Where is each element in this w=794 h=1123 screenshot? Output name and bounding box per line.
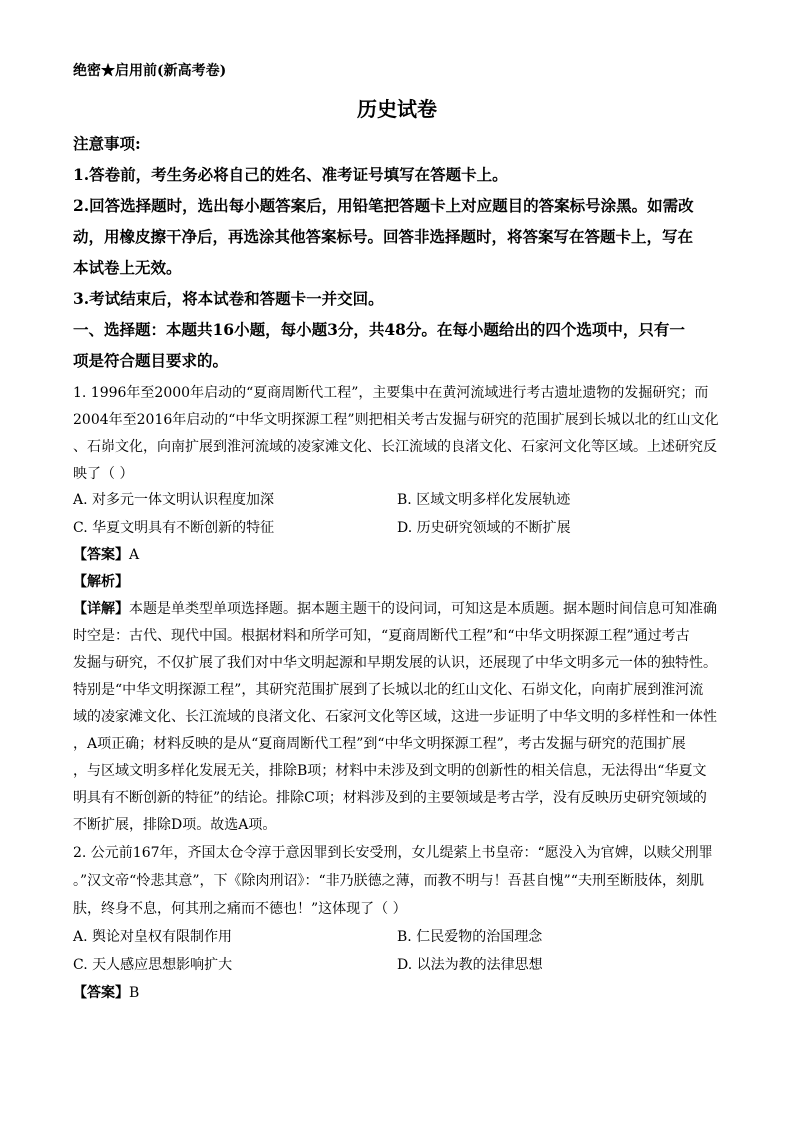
analysis-tag: 【解析】 [73,574,129,590]
answer-tag: 【答案】 [73,985,129,1001]
q2-answer-row [73,983,139,1003]
q1-option-c: C. 华夏文明具有不断创新的特征 [73,520,275,536]
page-title: 历史试卷 [357,97,437,121]
q1-stem-line-3: 、石峁文化，向南扩展到淮河流域的凌家滩文化、长江流域的良渚文化、石家河文化等区域。上述研究反 [73,439,717,455]
q2-stem-line-3: 肤，终身不息，何其刑之痛而不德也！”这体现了（ ） [73,901,407,917]
q1-stem-line-1: 1. 1996年至2000年启动的“夏商周断代工程”，主要集中在黄河流域进行考古遗址遗物的发掘研究；而 [73,385,709,401]
q1-detail-line-8: 明具有不断创新的特征”的结论。排除C项；材料涉及到的主要领域是考古学，没有反映历史研究领域的 [73,790,707,806]
q2-option-a: A. 舆论对皇权有限制作用 [73,929,233,945]
detail-tag: 【详解】 [73,601,129,617]
q2-stem-line-2: 。”汉文帝“怜悲其意”，下《除肉刑诏》：“非乃朕德之薄，而教不明与！吾甚自愧”“夫刑至断肢体，刻肌 [73,873,704,889]
q1-detail-line-7: ，与区域文明多样化发展无关，排除B项；材料中未涉及到文明的创新性的相关信息，无法得出“华夏文 [73,763,707,779]
section-heading-line-2: 项是符合题目要求的。 [73,351,229,370]
q2-option-b: B. 仁民爱物的治国理念 [397,929,543,945]
q2-option-c: C. 天人感应思想影响扩大 [73,957,233,973]
q2-option-d: D. 以法为教的法律思想 [397,957,543,973]
q1-detail-line-1 [73,599,717,619]
q1-detail-line-6: ，A项正确；材料反映的是从“夏商周断代工程”到“中华文明探源工程”，考古发掘与研究的范围扩展 [73,736,686,752]
confidential-mark: 绝密★启用前(新高考卷) [73,63,227,79]
q1-option-b: B. 区域文明多样化发展轨迹 [397,492,571,508]
q1-detail-line-9: 不断扩展，排除D项。故选A项。 [73,817,277,833]
q1-option-d: D. 历史研究领域的不断扩展 [397,520,571,536]
q1-option-a: A. 对多元一体文明认识程度加深 [73,492,275,508]
q1-answer-value: A [129,547,140,563]
q1-detail-line-2: 时空是：古代、现代中国。根据材料和所学可知，“夏商周断代工程”和“中华文明探源工程”通过考古 [73,628,690,644]
q1-detail-line-5: 域的凌家滩文化、长江流域的良渚文化、石家河文化等区域，这进一步证明了中华文明的多样性和一体性 [73,709,717,725]
answer-tag: 【答案】 [73,547,129,563]
notice-item-3: 3.考试结束后，将本试卷和答题卡一并交回。 [73,289,384,308]
section-heading-line-1: 一、选择题：本题共16小题，每小题3分，共48分。在每小题给出的四个选项中，只有一 [73,320,685,339]
q1-stem-line-2: 2004年至2016年启动的“中华文明探源工程”则把相关考古发掘与研究的范围扩展到长城以北的红山文化 [73,412,719,428]
notice-item-1: 1.答卷前，考生务必将自己的姓名、准考证号填写在答题卡上。 [73,165,508,184]
q2-stem-line-1: 2. 公元前167年，齐国太仓令淳于意因罪到长安受刑，女儿缇萦上书皇帝：“愿没入为官婢，以赎父刑罪 [73,845,713,861]
notice-item-2-line-1: 2.回答选择题时，选出每小题答案后，用铅笔把答题卡上对应题目的答案标号涂黑。如需改 [73,196,694,215]
detail-text: 本题是单类型单项选择题。据本题主题干的设问词，可知这是本质题。据本题时间信息可知准确 [129,601,717,617]
notice-item-2-line-3: 本试卷上无效。 [73,258,182,277]
q1-stem-line-4: 映了（ ） [73,466,134,482]
q1-answer-row [73,545,139,565]
notice-heading: 注意事项: [73,134,141,153]
q1-detail-line-4: 特别是“中华文明探源工程”，其研究范围扩展到了长城以北的红山文化、石峁文化，向南扩展到淮河流 [73,682,704,698]
q1-detail-line-3: 发掘与研究，不仅扩展了我们对中华文明起源和早期发展的认识，还展现了中华文明多元一体的独特性。 [73,655,717,671]
notice-item-2-line-2: 动，用橡皮擦干净后，再选涂其他答案标号。回答非选择题时，将答案写在答题卡上，写在 [73,227,694,246]
q2-answer-value: B [129,985,140,1001]
